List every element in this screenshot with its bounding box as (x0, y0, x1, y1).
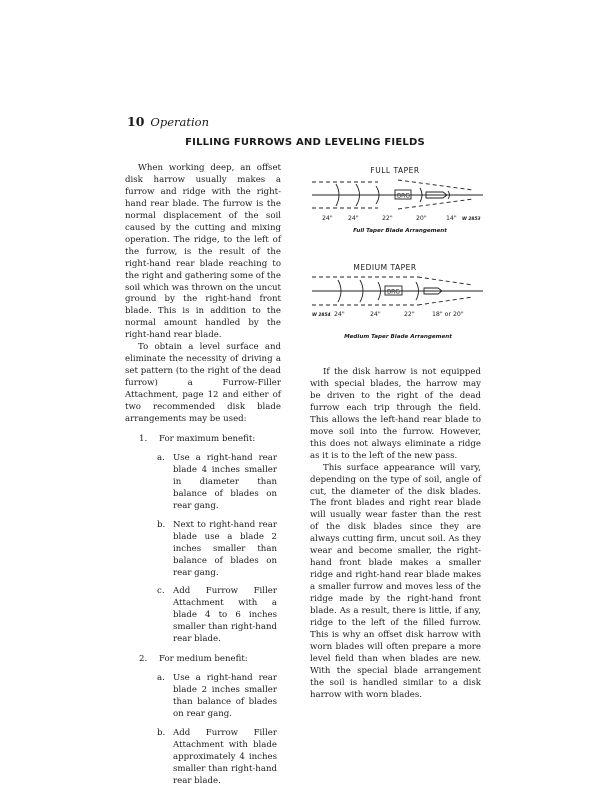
blade-size: 22" (404, 311, 415, 318)
sub-list-item (125, 673, 281, 721)
full-taper-caption: Full Taper Blade Arrangement (353, 228, 447, 234)
right-column (310, 367, 481, 702)
blade-size: 24" (322, 215, 333, 222)
list-label: 1. (139, 433, 148, 444)
recommendation-list (125, 434, 281, 788)
sub-list-text: Add Furrow Filler Attachment with blade approximately 4 inches smaller than right-hand rear blade. (173, 727, 277, 786)
sub-list-label: b. (157, 727, 166, 738)
paragraph: To obtain a level surface and eliminate the necessity of driving a set pattern (to the right of the dead furrow) a Furrow-Filler Attachment, page 12 and either of two recommended disk blade arrangements may be used: (125, 342, 281, 425)
list-item (125, 654, 281, 666)
sub-list-label: c. (157, 586, 165, 597)
full-taper-sizes (308, 212, 488, 224)
medium-taper-sizes (308, 308, 488, 320)
list-label: 2. (139, 654, 148, 665)
blade-size: 18" or 20" (432, 311, 464, 318)
blade-size: 20" (416, 215, 427, 222)
blade-size: 24" (334, 311, 345, 318)
page-number: 10 (127, 114, 145, 129)
paragraph: When working deep, an offset disk harrow usually makes a furrow and ridge with the right-hand rear blade. The furrow is the normal displacement of the soil caused by the cutting and mixing operation. The ridge, to the left of the furrow, is the result of the right-hand rear blade reaching to the right and gathering some of the soil which was thrown on the uncut ground by the right-hand front blade. This is in addition to the normal amount handled by the right-hand rear blade. (125, 163, 281, 341)
figure-code: W 2853 (462, 217, 481, 222)
sub-list-label: b. (157, 519, 166, 530)
sub-list-item (125, 453, 281, 513)
left-column (125, 163, 281, 788)
list-text: For maximum benefit: (159, 433, 256, 444)
figure-code: W 2854 (312, 313, 331, 318)
blade-size: 22" (382, 215, 393, 222)
section-title: FILLING FURROWS AND LEVELING FIELDS (185, 137, 425, 148)
sub-list-label: a. (157, 452, 165, 463)
full-taper-label: FULL TAPER (370, 166, 420, 175)
sub-list-item (125, 728, 281, 788)
blade-size: 24" (348, 215, 359, 222)
sub-list-item (125, 520, 281, 580)
medium-taper-label: MEDIUM TAPER (353, 263, 417, 272)
list-item (125, 434, 281, 446)
sub-list-text: Use a right-hand rear blade 4 inches smaller in diameter than balance of blades on rear gang. (173, 452, 277, 511)
sub-list-label: a. (157, 673, 165, 684)
blade-size: 14" (446, 215, 457, 222)
sub-list-text: Next to right-hand rear blade use a blade 2 inches smaller than balance of blades on rear gang. (173, 519, 277, 578)
sub-list-item (125, 586, 281, 646)
blade-size: 24" (370, 311, 381, 318)
sub-list-text: Add Furrow Filler Attachment with a blade 4 to 6 inches smaller than right-hand rear blade. (173, 586, 277, 645)
paragraph: This surface appearance will vary, depending on the type of soil, angle of cut, the diameter of the disk blades. The front blades and right rear blade will usually wear faster than the rest of the disk blades since they are always cutting firm, uncut soil. As they wear and become smaller, the right-hand front blade makes a smaller ridge and right-hand rear blade makes a smaller furrow and moves less of the ridge made by the right-hand front blade. As a result, there is little, if any, ridge to the left of the filled furrow. This is why an offset disk harrow with worn blades will often prepare a more level field than when blades are new. With the special blade arrangement the soil is handled similar to a disk harrow with worn blades. (310, 462, 481, 700)
page-header (127, 114, 209, 129)
bearing-label: BRG (387, 288, 400, 296)
medium-taper-caption: Medium Taper Blade Arrangement (344, 334, 452, 340)
list-text: For medium benefit: (159, 654, 248, 665)
section-name: Operation (150, 115, 209, 129)
paragraph: If the disk harrow is not equipped with special blades, the harrow may be driven to the right of the dead furrow each trip through the field. This allows the left-hand rear blade to move soil into the furrow. However, this does not always eliminate a ridge as it is to the left of the new pass. (310, 367, 481, 461)
bearing-label: BRG (397, 192, 410, 200)
sub-list-text: Use a right-hand rear blade 2 inches smaller than balance of blades on rear gang. (173, 673, 277, 720)
